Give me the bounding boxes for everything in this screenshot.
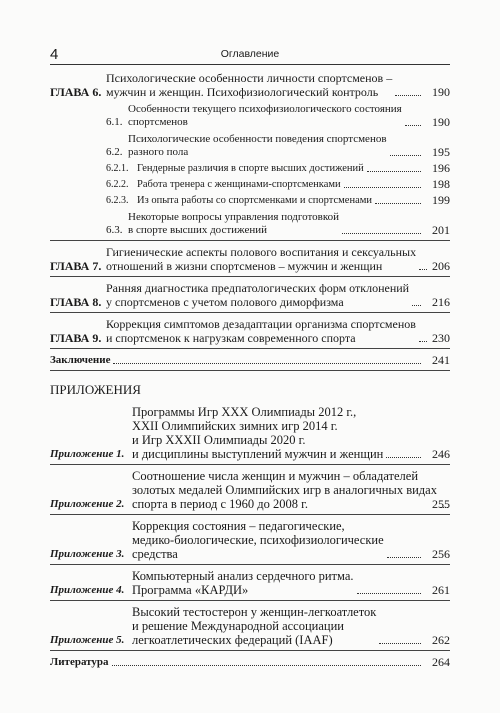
dot-leader (342, 233, 421, 234)
divider (50, 464, 450, 465)
page-ref: 256 (432, 547, 450, 561)
toc-entry-section-6-2-1[interactable] (50, 162, 450, 175)
divider (50, 514, 450, 515)
page-ref: 195 (432, 145, 450, 159)
toc-entry-section-6-2-2[interactable] (50, 178, 450, 191)
toc-entry-appendix-3[interactable] (50, 519, 450, 561)
appendix-title-line: медико-биологические, психофизиологические (132, 533, 384, 547)
page-ref: 255 (432, 497, 450, 511)
appendix-label: Приложение 1. (50, 448, 125, 460)
page-ref: 199 (432, 193, 450, 207)
page-ref: 196 (432, 161, 450, 175)
section-title-line: Некоторые вопросы управления подготовкой (128, 211, 340, 223)
toc-entry-conclusion[interactable] (50, 353, 450, 367)
dot-leader (113, 363, 421, 364)
chapter-title-line: Психологические особенности личности спортсменов – (106, 71, 393, 85)
section-title-line: Работа тренера с женщинами-спортсменками (137, 179, 341, 190)
chapter-title-line: Гигиенические аспекты полового воспитания и сексуальных (106, 245, 417, 259)
appendix-title-line: легкоатлетических федераций (IAAF) (132, 633, 333, 647)
appendix-title-line: Соотношение числа женщин и мужчин – обладателей (132, 469, 419, 483)
page-ref: 230 (432, 331, 450, 345)
toc-entry-chapter-6[interactable] (50, 71, 450, 99)
page-ref: 190 (432, 115, 450, 129)
toc-entry-appendix-5[interactable] (50, 605, 450, 647)
dot-leader (112, 665, 421, 666)
chapter-label: ГЛАВА 9. (50, 331, 102, 345)
section-title-line: разного пола (128, 146, 189, 158)
dot-leader (412, 305, 421, 306)
toc-entry-appendix-1[interactable] (50, 405, 450, 461)
divider (50, 240, 450, 241)
section-label: 6.3. (106, 224, 123, 236)
appendix-title-line: Высокий тестостерон у женщин-легкоатлеток (132, 605, 377, 619)
appendix-label: Приложение 3. (50, 548, 125, 560)
section-label: 6.2. (106, 146, 123, 158)
appendix-title-line: Компьютерный анализ сердечного ритма. (132, 569, 354, 583)
appendix-title-line: Программа «КАРДИ» (132, 583, 249, 597)
section-title-line: Из опыта работы со спортсменками и спортсменами (137, 195, 372, 206)
section-label: 6.2.2. (106, 179, 129, 190)
page-ref: 198 (432, 177, 450, 191)
dot-leader (405, 125, 421, 126)
toc-entry-appendix-4[interactable] (50, 569, 450, 597)
toc-entry-appendix-2[interactable] (50, 469, 450, 511)
appendix-title-line: и решение Международной ассоциации (132, 619, 344, 633)
chapter-label: ГЛАВА 6. (50, 85, 102, 99)
page-ref: 246 (432, 447, 450, 461)
page-ref: 264 (432, 655, 450, 669)
toc-entry-chapter-7[interactable] (50, 245, 450, 273)
dot-leader (387, 557, 421, 558)
toc-entry-section-6-1[interactable] (50, 103, 450, 129)
dot-leader (390, 155, 421, 156)
divider (50, 564, 450, 565)
section-title-line: Психологические особенности поведения спортсменов (128, 133, 387, 145)
section-title-line: спортсменов (128, 116, 188, 128)
section-title-line: Особенности текущего психофизиологического состояния (128, 103, 402, 115)
dot-leader (379, 643, 421, 644)
page-ref: 201 (432, 223, 450, 237)
appendix-label: Приложение 5. (50, 634, 125, 646)
appendix-title-line: спорта в период с 1960 до 2008 г. (132, 497, 308, 511)
dot-leader (375, 203, 421, 204)
appendix-title-line: средства (132, 547, 178, 561)
divider (50, 650, 450, 651)
appendix-label: Приложение 2. (50, 498, 125, 510)
chapter-title-line: отношений в жизни спортсменов – мужчин и женщин (106, 259, 383, 273)
dot-leader (395, 95, 421, 96)
literature-label: Литература (50, 656, 109, 668)
toc-entry-literature[interactable] (50, 655, 450, 669)
toc-entry-chapter-9[interactable] (50, 317, 450, 345)
dot-leader (386, 457, 421, 458)
toc-entry-section-6-3[interactable] (50, 211, 450, 237)
divider (50, 600, 450, 601)
page-ref: 206 (432, 259, 450, 273)
toc-entry-section-6-2-3[interactable] (50, 194, 450, 207)
page-ref: 262 (432, 633, 450, 647)
chapter-label: ГЛАВА 7. (50, 259, 102, 273)
chapter-label: ГЛАВА 8. (50, 295, 102, 309)
page-ref: 190 (432, 85, 450, 99)
divider (50, 312, 450, 313)
chapter-title-line: у спортсменов с учетом полового диморфизма (106, 295, 344, 309)
conclusion-label: Заключение (50, 354, 111, 366)
chapter-title-line: и спортсменок к нагрузкам современного спорта (106, 331, 356, 345)
page-ref: 261 (432, 583, 450, 597)
appendix-title-line: и Игр XXXII Олимпиады 2020 г. (132, 433, 306, 447)
appendix-title-line: Программы Игр ХХХ Олимпиады 2012 г., (132, 405, 357, 419)
table-of-contents (50, 67, 450, 669)
divider (50, 370, 450, 371)
appendix-title-line: Коррекция состояния – педагогические, (132, 519, 345, 533)
section-title-line: в спорте высших достижений (128, 224, 268, 236)
section-label: 6.2.1. (106, 163, 129, 174)
appendix-title-line: и дисциплины выступлений мужчин и женщин (132, 447, 384, 461)
header-rule (50, 64, 450, 65)
running-title: Оглавление (220, 48, 280, 60)
dot-leader (344, 187, 421, 188)
appendix-label: Приложение 4. (50, 584, 125, 596)
chapter-title-line: Ранняя диагностика предпатологических форм отклонений (106, 281, 410, 295)
section-label: 6.1. (106, 116, 123, 128)
appendix-title-line: золотых медалей Олимпийских игр в аналогичных видах (132, 483, 437, 497)
chapter-title-line: Коррекция симптомов дезадаптации организма спортсменов (106, 317, 416, 331)
section-label: 6.2.3. (106, 195, 129, 206)
chapter-title-line: мужчин и женщин. Психофизиологический контроль (106, 85, 379, 99)
page-number: 4 (50, 46, 59, 63)
page-ref: 241 (432, 353, 450, 367)
dot-leader (357, 593, 422, 594)
section-title-line: Гендерные различия в спорте высших достижений (137, 163, 364, 174)
divider (50, 348, 450, 349)
toc-entry-section-6-2[interactable] (50, 133, 450, 159)
appendices-heading: ПРИЛОЖЕНИЯ (50, 382, 141, 397)
appendix-title-line: XXII Олимпийских зимних игр 2014 г. (132, 419, 338, 433)
divider (50, 276, 450, 277)
toc-entry-chapter-8[interactable] (50, 281, 450, 309)
page-ref: 216 (432, 295, 450, 309)
dot-leader (367, 171, 421, 172)
